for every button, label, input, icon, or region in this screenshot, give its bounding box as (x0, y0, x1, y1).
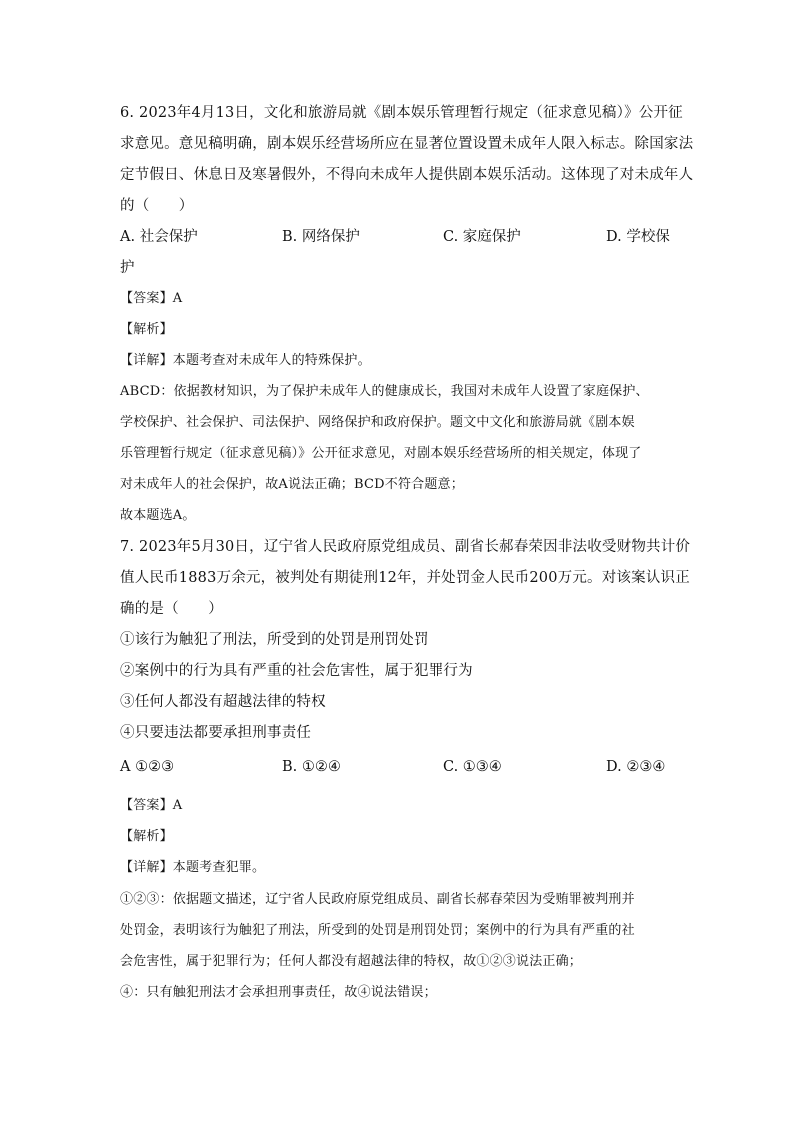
q6-conclusion: 故本题选A。 (120, 508, 196, 523)
q7-detail: 【详解】本题考查犯罪。 (120, 860, 266, 875)
q7-option-d: D. ②③④ (606, 759, 666, 775)
q7-statement-1: ①该行为触犯了刑法，所受到的处罚是刑罚处罚 (120, 632, 429, 648)
q7-answer: 【答案】A (120, 798, 183, 813)
q6-explanation-line: 乐管理暂行规定（征求意见稿）》公开征求意见，对剧本娱乐经营场所的相关规定，体现了 (120, 446, 642, 461)
q6-stem-line: 定节假日、休息日及寒暑假外，不得向未成年人提供剧本娱乐活动。这体现了对未成年人 (120, 167, 694, 183)
q6-explanation-line: ABCD：依据教材知识，为了保护未成年人的健康成长，我国对未成年人设置了家庭保护、 (120, 384, 649, 399)
q7-statement-3: ③任何人都没有超越法律的特权 (120, 694, 326, 710)
q7-statement-2: ②案例中的行为具有严重的社会危害性，属于犯罪行为 (120, 663, 473, 679)
q6-explanation-line: 对未成年人的社会保护，故A说法正确；BCD不符合题意； (120, 477, 464, 492)
q7-explanation-line: 会危害性，属于犯罪行为；任何人都没有超越法律的特权，故①②③说法正确； (120, 954, 583, 969)
q6-stem-line: 6. 2023年4月13日，文化和旅游局就《剧本娱乐管理暂行规定（征求意见稿）》公开征 (120, 105, 683, 121)
q6-stem-line: 求意见。意见稿明确，剧本娱乐经营场所应在显著位置设置未成年人限入标志。除国家法 (120, 136, 694, 152)
q7-stem-line: 7. 2023年5月30日，辽宁省人民政府原党组成员、副省长郝春荣因非法收受财物共计价 (120, 539, 691, 555)
q7-analysis-label: 【解析】 (120, 829, 173, 844)
q7-option-a: A ①②③ (120, 759, 175, 775)
q7-option-c: C. ①③④ (443, 759, 502, 775)
q6-option-d: D. 学校保 (606, 229, 670, 245)
q6-option-d-wrap: 护 (120, 260, 135, 276)
q6-stem-line: 的（ ） (120, 198, 194, 214)
q6-analysis-label: 【解析】 (120, 322, 173, 337)
q6-option-c: C. 家庭保护 (443, 229, 521, 245)
q7-explanation-line: ①②③：依据题文描述，辽宁省人民政府原党组成员、副省长郝春荣因为受贿罪被判刑并 (120, 892, 635, 907)
q7-explanation-line: ④：只有触犯刑法才会承担刑事责任，故④说法错误； (120, 985, 437, 1000)
q6-detail: 【详解】本题考查对未成年人的特殊保护。 (120, 353, 371, 368)
q6-answer: 【答案】A (120, 291, 183, 306)
q7-option-b: B. ①②④ (282, 759, 341, 775)
q7-stem-line: 值人民币1883万余元，被判处有期徒刑12年，并处罚金人民币200万元。对该案认识正 (120, 570, 690, 586)
q6-option-a: A. 社会保护 (120, 229, 198, 245)
q7-stem-line: 确的是（ ） (120, 601, 223, 617)
q6-option-b: B. 网络保护 (282, 229, 360, 245)
q7-statement-4: ④只要违法都要承担刑事责任 (120, 725, 312, 741)
q7-explanation-line: 处罚金，表明该行为触犯了刑法，所受到的处罚是刑罚处罚；案例中的行为具有严重的社 (120, 923, 635, 938)
q6-explanation-line: 学校保护、社会保护、司法保护、网络保护和政府保护。题文中文化和旅游局就《剧本娱 (120, 415, 635, 430)
